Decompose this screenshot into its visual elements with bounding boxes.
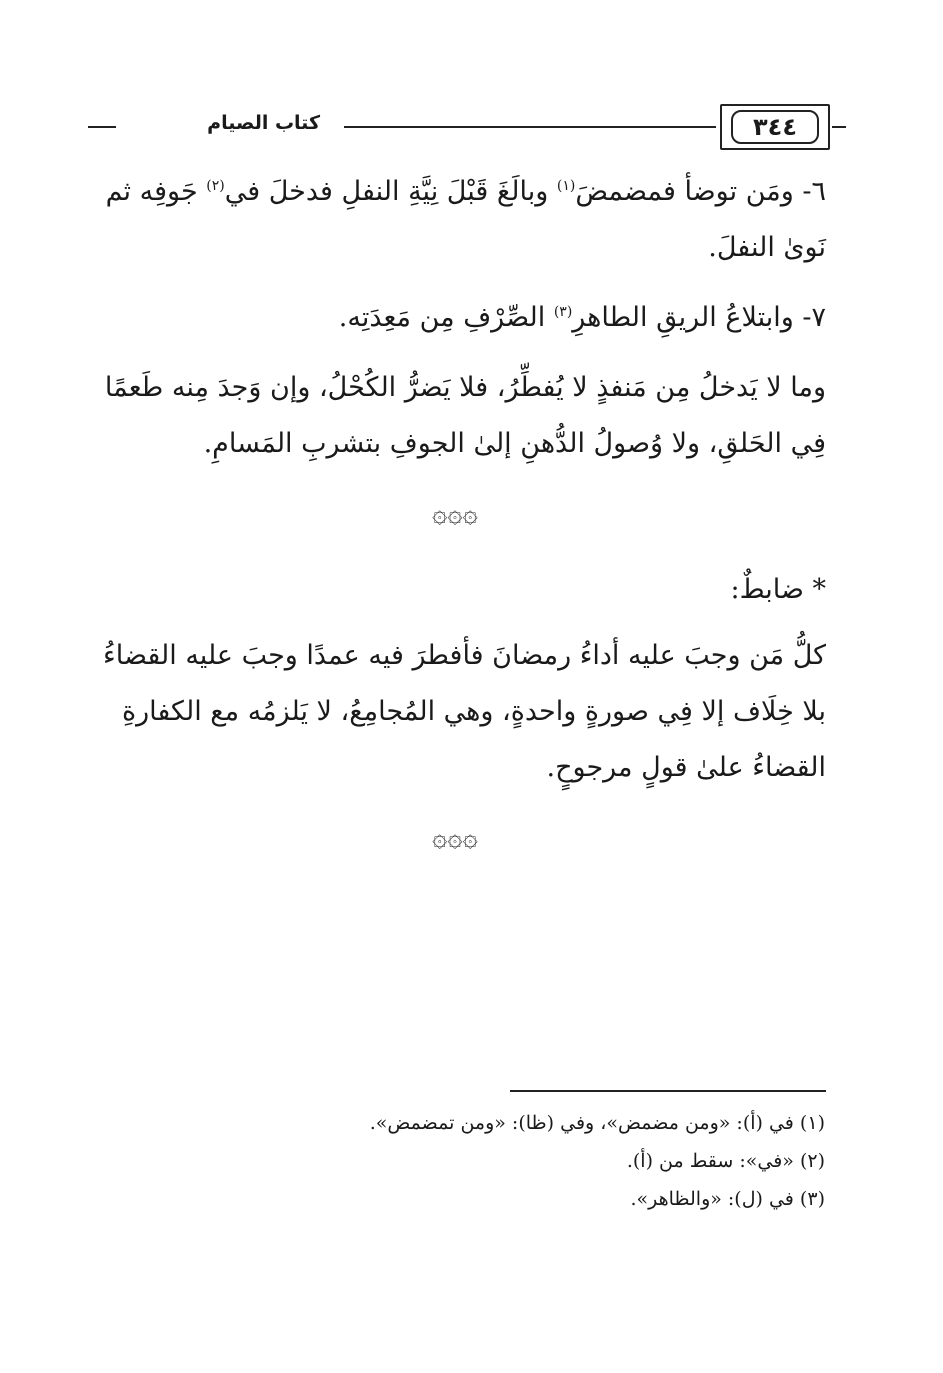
footnote-1: (١) في (أ): «ومن مضمض»، وفي (ظا): «ومن تمضمض». — [369, 1112, 825, 1134]
footnotes — [265, 1104, 825, 1218]
running-title: كتاب الصيام — [207, 112, 320, 134]
paragraph-nonbreaking: وما لا يَدخلُ مِن مَنفذٍ لا يُفطِّرُ، فلا يَضرُّ الكُحْلُ، وإن وَجدَ مِنه طَعمًا فِي الحَلقِ، ولا وُصولُ الدُّهنِ إلىٰ الجوفِ بتشربِ المَسامِ. — [104, 372, 826, 459]
footnote-3: (٣) في (ل): «والظاهر». — [630, 1188, 825, 1210]
page-number: ٣٤٤ — [731, 110, 819, 144]
rule-heading: * ضابطٌ: — [730, 574, 826, 605]
item-6-text-c: جَوفِه ثم نَوىٰ النفلَ. — [105, 176, 826, 263]
item-7 — [84, 290, 826, 346]
item-7-text-b: الصِّرْفِ مِن مَعِدَتِه. — [338, 302, 554, 333]
item-7-text-a: ٧- وابتلاعُ الريقِ الطاهرِ — [572, 302, 826, 333]
ornament-separator: ۞۞۞ — [432, 499, 478, 529]
page-header — [88, 104, 830, 152]
page-number-frame — [720, 104, 830, 150]
footnote-2: (٢) «في»: سقط من (أ). — [626, 1150, 825, 1172]
item-6-text-b: وبالَغَ قَبْلَ نِيَّةِ النفلِ فدخلَ في — [224, 176, 557, 207]
footnote-ref-3: (٣) — [553, 304, 573, 320]
item-6-text-a: ٦- ومَن توضأ فمضمضَ — [575, 176, 826, 207]
header-rule-end — [88, 126, 116, 128]
header-rule — [344, 126, 716, 128]
header-tick-right — [832, 126, 846, 128]
footnote-rule — [510, 1090, 826, 1092]
ornament-separator: ۞۞۞ — [432, 823, 478, 853]
item-6 — [84, 164, 826, 276]
footnote-ref-2: (٢) — [206, 178, 225, 194]
rule-paragraph: كلُّ مَن وجبَ عليه أداءُ رمضانَ فأفطرَ فيه عمدًا وجبَ عليه القضاءُ بلا خِلَاف إلا فِي صورةٍ واحدةٍ، وهي المُجامِعُ، لا يَلزمُه مع الكفارةِ القضاءُ علىٰ قولٍ مرجوحٍ. — [103, 640, 826, 783]
main-text — [84, 164, 826, 886]
footnote-ref-1: (١) — [556, 178, 576, 194]
